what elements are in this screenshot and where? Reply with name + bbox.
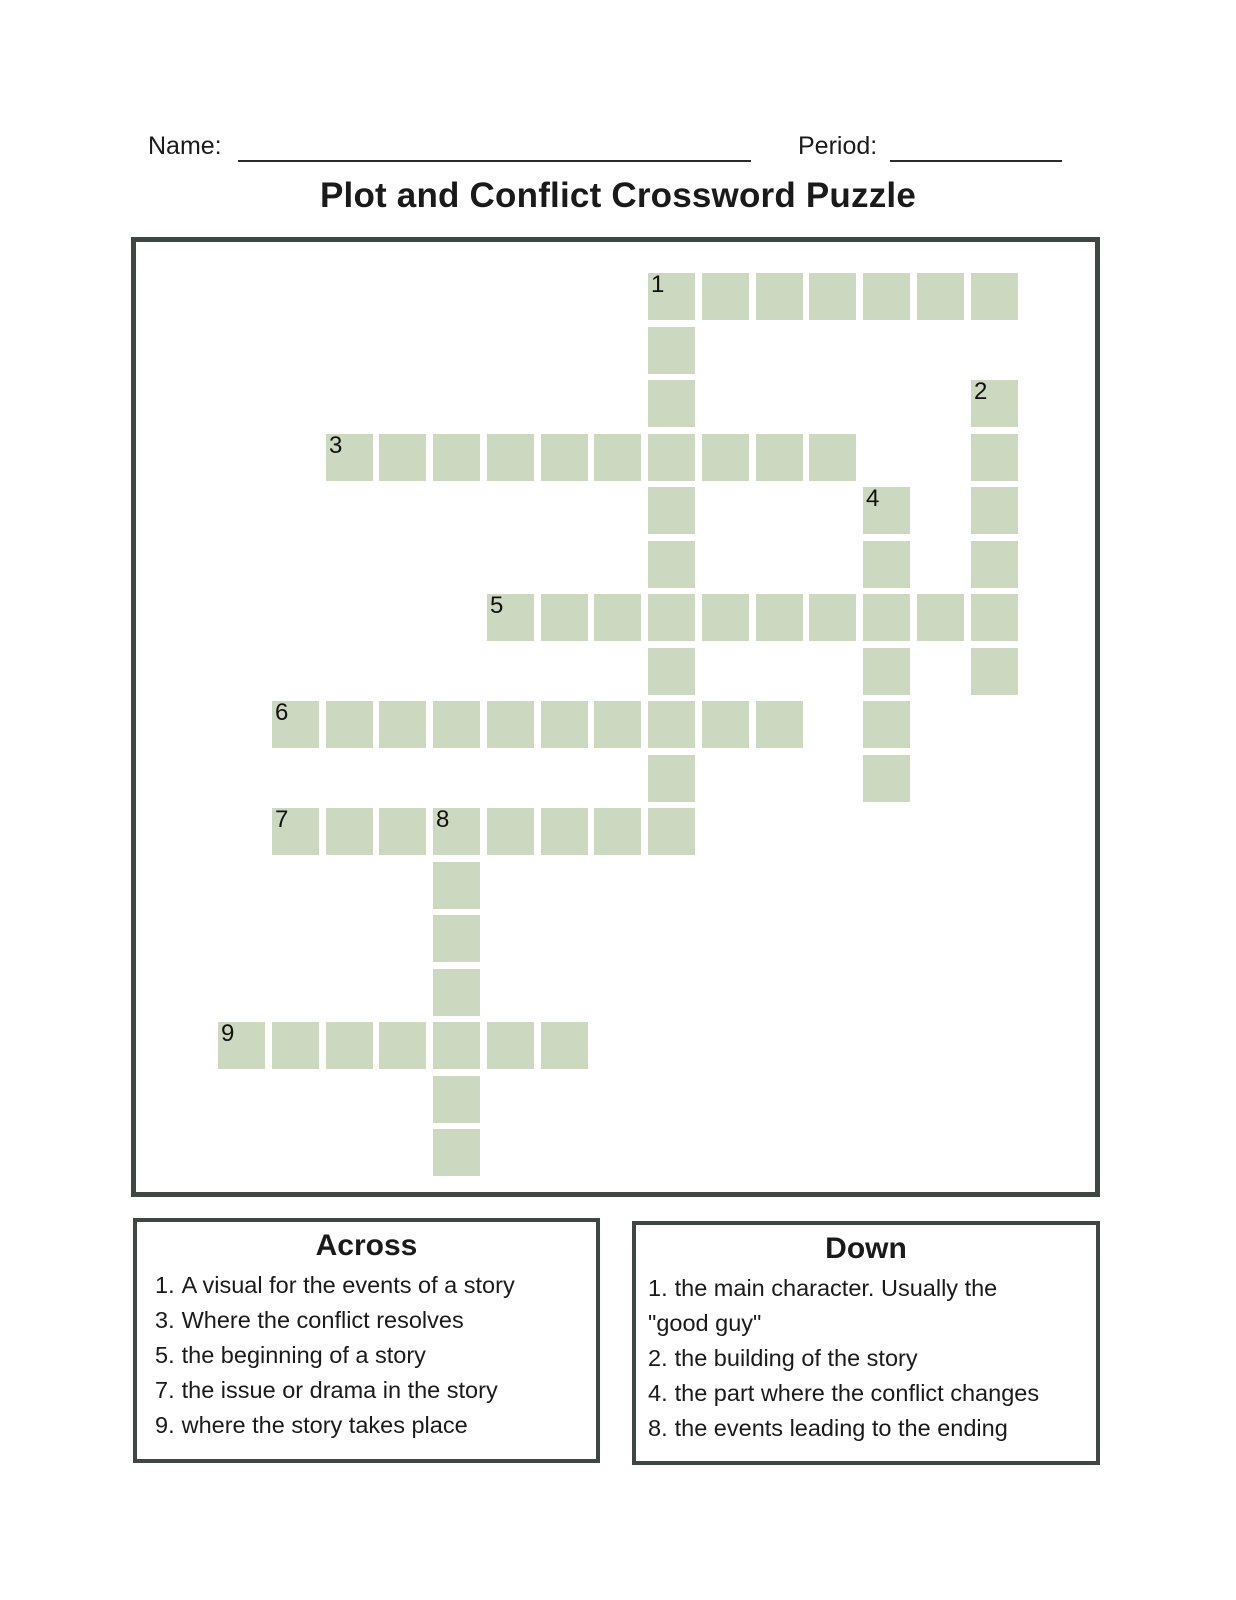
crossword-cell[interactable]: [326, 1022, 373, 1069]
period-field-line[interactable]: [890, 160, 1062, 162]
clue-item: [648, 1376, 1096, 1411]
crossword-cell[interactable]: [648, 273, 695, 320]
crossword-cell[interactable]: [648, 648, 695, 695]
cell-number: 4: [866, 485, 880, 512]
crossword-cell[interactable]: [971, 541, 1018, 588]
clue-item: [648, 1306, 1096, 1341]
crossword-cell[interactable]: [971, 487, 1018, 534]
crossword-cell[interactable]: [433, 1076, 480, 1123]
clue-item: [648, 1271, 1096, 1306]
cell-number: 8: [436, 806, 450, 833]
crossword-cell[interactable]: [487, 701, 534, 748]
clue-item: [155, 1408, 596, 1443]
cell-number: 3: [329, 432, 343, 459]
crossword-cell[interactable]: [971, 434, 1018, 481]
name-label: Name:: [148, 132, 222, 160]
clue-text: the beginning of a story: [181, 1342, 426, 1368]
clue-text: the building of the story: [674, 1345, 918, 1371]
cell-number: 6: [275, 699, 289, 726]
crossword-cell[interactable]: [863, 755, 910, 802]
clue-item: [155, 1303, 596, 1338]
crossword-cell[interactable]: [648, 380, 695, 427]
crossword-cell[interactable]: [648, 541, 695, 588]
crossword-cell[interactable]: [863, 701, 910, 748]
clue-number: 3.: [155, 1307, 175, 1333]
crossword-cell[interactable]: [541, 808, 588, 855]
clue-text: the main character. Usually the: [674, 1275, 998, 1301]
clue-number: 4.: [648, 1380, 668, 1406]
crossword-cell[interactable]: [433, 969, 480, 1016]
clue-text: the issue or drama in the story: [181, 1377, 498, 1403]
crossword-cell[interactable]: [971, 273, 1018, 320]
crossword-cell[interactable]: [809, 594, 856, 641]
crossword-cell[interactable]: [326, 434, 373, 481]
crossword-cell[interactable]: [702, 701, 749, 748]
down-title: Down: [825, 1232, 907, 1265]
crossword-cell[interactable]: [487, 434, 534, 481]
period-label: Period:: [798, 132, 878, 160]
crossword-cell[interactable]: [594, 701, 641, 748]
crossword-cell[interactable]: [433, 701, 480, 748]
crossword-cell[interactable]: [379, 434, 426, 481]
clue-number: 5.: [155, 1342, 175, 1368]
crossword-cell[interactable]: [541, 1022, 588, 1069]
cell-number: 9: [221, 1020, 235, 1047]
clue-number: 7.: [155, 1377, 175, 1403]
crossword-cell[interactable]: [487, 808, 534, 855]
crossword-cell[interactable]: [272, 1022, 319, 1069]
crossword-cell[interactable]: [272, 701, 319, 748]
crossword-cell[interactable]: [648, 487, 695, 534]
crossword-cell[interactable]: [756, 594, 803, 641]
cell-number: 2: [974, 378, 988, 405]
across-title: Across: [315, 1229, 418, 1262]
crossword-cell[interactable]: [756, 434, 803, 481]
crossword-cell[interactable]: [971, 648, 1018, 695]
clue-item: [155, 1268, 596, 1303]
cell-number: 1: [651, 271, 665, 298]
crossword-cell[interactable]: [487, 1022, 534, 1069]
across-clues-box: [133, 1218, 600, 1463]
crossword-cell[interactable]: [863, 594, 910, 641]
clue-text: the part where the conflict changes: [674, 1380, 1040, 1406]
crossword-cell[interactable]: [648, 808, 695, 855]
crossword-cell[interactable]: [863, 541, 910, 588]
clue-number: 9.: [155, 1412, 175, 1438]
crossword-cell[interactable]: [863, 487, 910, 534]
crossword-cell[interactable]: [863, 273, 910, 320]
crossword-cell[interactable]: [809, 434, 856, 481]
crossword-cell[interactable]: [594, 434, 641, 481]
clue-text: A visual for the events of a story: [181, 1272, 515, 1298]
crossword-cell[interactable]: [756, 701, 803, 748]
crossword-cell[interactable]: [648, 594, 695, 641]
crossword-cell[interactable]: [648, 327, 695, 374]
clue-number: 1.: [648, 1275, 668, 1301]
crossword-cell[interactable]: [541, 594, 588, 641]
crossword-cell[interactable]: [433, 434, 480, 481]
crossword-cell[interactable]: [594, 594, 641, 641]
across-clue-list: [155, 1268, 596, 1443]
down-clue-list: [648, 1271, 1096, 1446]
clue-item: [648, 1411, 1096, 1446]
clue-number: 1.: [155, 1272, 175, 1298]
crossword-cell[interactable]: [702, 594, 749, 641]
clue-item: [648, 1341, 1096, 1376]
down-clues-box: [632, 1221, 1100, 1465]
clue-text: where the story takes place: [181, 1412, 468, 1438]
page-title: Plot and Conflict Crossword Puzzle: [319, 176, 916, 215]
crossword-cell[interactable]: [917, 594, 964, 641]
clue-item: [155, 1373, 596, 1408]
cell-number: 7: [275, 806, 289, 833]
crossword-cell[interactable]: [863, 648, 910, 695]
crossword-cell[interactable]: [433, 862, 480, 909]
crossword-cell[interactable]: [433, 1022, 480, 1069]
clue-number: 8.: [648, 1415, 668, 1441]
crossword-cell[interactable]: [379, 701, 426, 748]
crossword-cell[interactable]: [648, 434, 695, 481]
crossword-cell[interactable]: [326, 701, 373, 748]
crossword-cell[interactable]: [541, 434, 588, 481]
crossword-cell[interactable]: [326, 808, 373, 855]
crossword-cell[interactable]: [917, 273, 964, 320]
crossword-cell[interactable]: [433, 915, 480, 962]
clue-number: 2.: [648, 1345, 668, 1371]
crossword-cell[interactable]: [702, 434, 749, 481]
crossword-grid: [131, 237, 1100, 1197]
cell-number: 5: [490, 592, 504, 619]
crossword-cell[interactable]: [809, 273, 856, 320]
crossword-cell[interactable]: [702, 273, 749, 320]
crossword-cell[interactable]: [541, 701, 588, 748]
crossword-cell[interactable]: [433, 808, 480, 855]
crossword-cell[interactable]: [433, 1129, 480, 1176]
name-field-line[interactable]: [238, 160, 751, 162]
crossword-cell[interactable]: [648, 701, 695, 748]
crossword-cell[interactable]: [756, 273, 803, 320]
crossword-cell[interactable]: [487, 594, 534, 641]
crossword-cell[interactable]: [379, 808, 426, 855]
crossword-cell[interactable]: [971, 380, 1018, 427]
crossword-cell[interactable]: [272, 808, 319, 855]
crossword-cell[interactable]: [379, 1022, 426, 1069]
clue-text: Where the conflict resolves: [181, 1307, 464, 1333]
crossword-cell[interactable]: [594, 808, 641, 855]
clue-item: [155, 1338, 596, 1373]
crossword-cell[interactable]: [971, 594, 1018, 641]
clue-text: the events leading to the ending: [674, 1415, 1008, 1441]
clue-text: "good guy": [648, 1310, 762, 1336]
crossword-cell[interactable]: [218, 1022, 265, 1069]
crossword-cell[interactable]: [648, 755, 695, 802]
